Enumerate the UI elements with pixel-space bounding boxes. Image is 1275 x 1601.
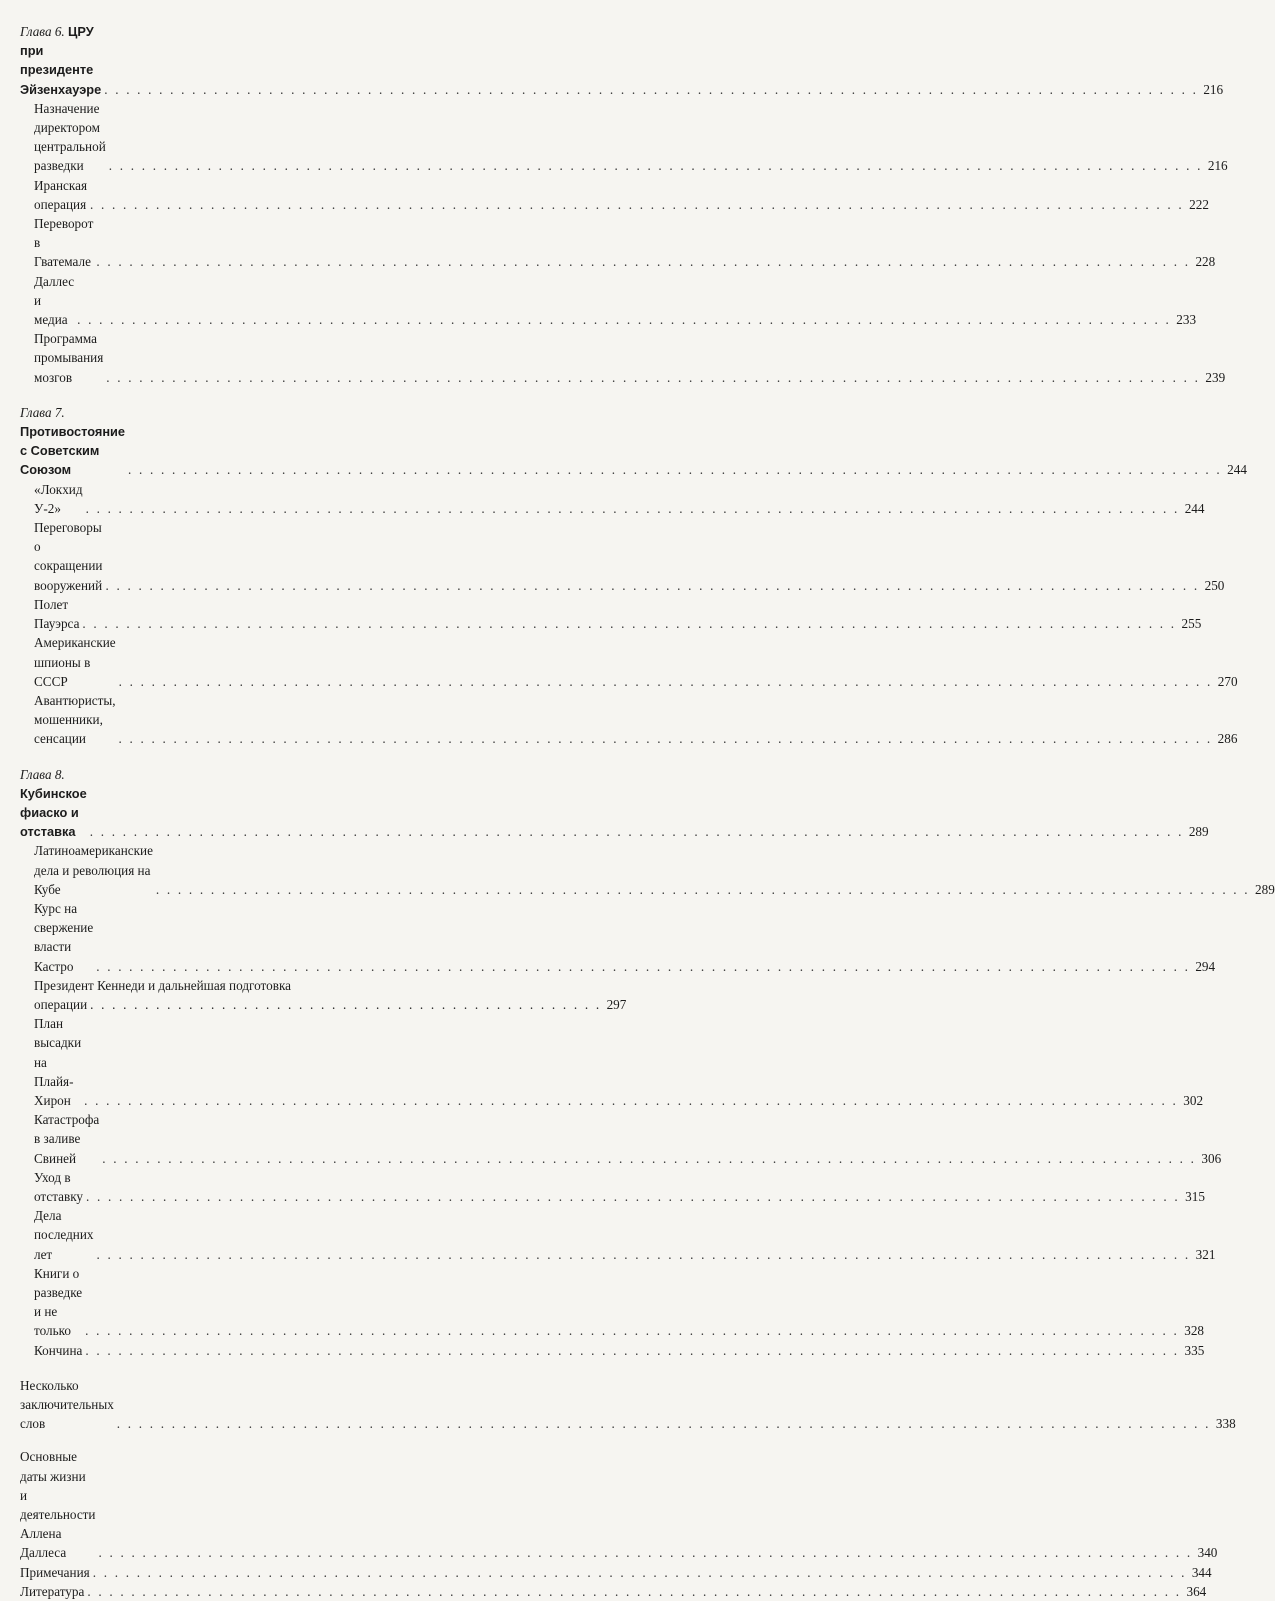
chapter-title: Противостояние с Советским Союзом [20, 424, 126, 478]
entry-title: Авантюристы, мошенники, сенсации [34, 692, 116, 747]
page-number: 328 [1184, 1323, 1205, 1339]
entry-title: Литература [20, 1583, 85, 1599]
chapter-6 [20, 22, 1228, 387]
entry-line2 [34, 995, 627, 1014]
entry-title: Катастрофа в заливе Свиней [34, 1112, 100, 1166]
page-number: 270 [1217, 673, 1238, 689]
entry-title: Переговоры о сокращении вооружений [34, 520, 103, 593]
leader-dots [90, 822, 1184, 841]
page-number: 294 [1195, 958, 1216, 974]
page-number: 340 [1197, 1545, 1218, 1561]
leader-dots [77, 310, 1171, 329]
entry-title: Программа промывания мозгов [34, 331, 104, 385]
entry-title: Основные даты жизни и деятельности Аллена Даллеса [20, 1449, 96, 1561]
page-number: 289 [1188, 824, 1209, 840]
entry-title: Полет Пауэрса [34, 596, 80, 632]
leader-dots [117, 1414, 1211, 1433]
toc-entry [20, 1264, 1205, 1341]
leader-dots [119, 729, 1213, 748]
leader-dots [87, 1582, 1181, 1601]
entry-title: План высадки на Плайя-Хирон [34, 1016, 82, 1108]
entry-title: Примечания [20, 1564, 90, 1580]
entry-title-line2: операции [34, 996, 88, 1012]
toc-entry-multiline [20, 976, 627, 1014]
page-number: 216 [1203, 81, 1224, 97]
chapter-7 [20, 403, 1247, 749]
chapter-label: Глава 6. [20, 24, 65, 39]
entry-title: Иранская операция [34, 177, 88, 212]
leader-dots [128, 460, 1222, 479]
chapter-label: Глава 8. [20, 766, 65, 782]
page-number: 239 [1205, 369, 1226, 385]
entry-title: Несколько заключительных слов [20, 1377, 114, 1432]
page-number: 228 [1195, 254, 1216, 270]
chapter-heading [20, 403, 1247, 480]
toc-entry [20, 176, 1209, 214]
toc-entry [20, 272, 1197, 330]
entry-title: Назначение директором центральной разведки [34, 100, 106, 174]
toc-entry [20, 1206, 1216, 1264]
entry-title: Кончина [34, 1342, 83, 1358]
chapter-heading [20, 765, 1209, 842]
table-of-contents [20, 22, 1275, 1601]
leader-dots [104, 80, 1198, 99]
page-number: 297 [606, 996, 627, 1012]
toc-entry [20, 1014, 1204, 1110]
page-number: 315 [1185, 1188, 1205, 1204]
page-number: 222 [1189, 196, 1209, 212]
leader-dots [105, 576, 1199, 595]
page-number: 289 [1255, 881, 1275, 897]
leader-dots [90, 995, 601, 1014]
leader-dots [85, 1321, 1179, 1340]
page-number: 306 [1201, 1150, 1222, 1166]
toc-entry [20, 518, 1225, 595]
entry-title: Переворот в Гватемале [34, 216, 94, 270]
leader-dots [99, 1543, 1193, 1562]
page-number: 233 [1176, 312, 1197, 328]
toc-entry [20, 1168, 1205, 1206]
leader-dots [109, 156, 1203, 175]
leader-dots [106, 368, 1200, 387]
toc-entry [20, 633, 1238, 691]
leader-dots [119, 672, 1213, 691]
chapter-8 [20, 765, 1275, 1360]
page-number: 244 [1184, 500, 1205, 516]
chapter-title: Кубинское фиаско и отставка [20, 785, 87, 840]
entry-title-line1: Президент Кеннеди и дальнейшая подготовка [34, 977, 292, 993]
leader-dots [85, 1341, 1179, 1360]
leader-dots [82, 614, 1176, 633]
leader-dots [97, 1245, 1191, 1264]
leader-dots [102, 1149, 1196, 1168]
page-number: 244 [1227, 462, 1247, 478]
toc-entry [20, 1563, 1212, 1582]
page-number: 302 [1183, 1092, 1204, 1108]
entry-title: Курс на свержение власти Кастро [34, 900, 94, 974]
leader-dots [86, 499, 1180, 518]
entry-title: Американские шпионы в СССР [34, 635, 116, 689]
toc-entry [20, 691, 1238, 749]
page-number: 344 [1191, 1564, 1212, 1580]
toc-entry [20, 841, 1275, 899]
page-number: 250 [1204, 577, 1225, 593]
page-number: 286 [1217, 731, 1238, 747]
chapter-heading [20, 22, 1224, 99]
page-number: 216 [1207, 158, 1228, 174]
leader-dots [93, 1563, 1187, 1582]
page-number: 338 [1215, 1416, 1236, 1432]
toc-entry [20, 480, 1205, 518]
toc-entry [20, 595, 1202, 633]
toc-entry [20, 899, 1216, 976]
toc-entry [20, 1341, 1205, 1360]
page-number: 364 [1186, 1583, 1207, 1599]
page-number: 321 [1195, 1246, 1216, 1262]
page-number: 335 [1184, 1342, 1205, 1358]
entry-title: Латиноамериканские дела и революция на Кубе [34, 843, 153, 897]
toc-entry [20, 1582, 1207, 1601]
toc-entry [20, 1447, 1218, 1562]
entry-title: Дела последних лет [34, 1208, 94, 1262]
leader-dots [90, 195, 1184, 214]
chapter-title: ЦРУ при президенте Эйзенхауэре [20, 24, 102, 97]
leader-dots [156, 880, 1250, 899]
leader-dots [96, 252, 1190, 271]
spacer [20, 1433, 386, 1447]
toc-entry [20, 99, 1228, 176]
entry-title: Книги о разведке и не только [34, 1265, 83, 1339]
chapter-label: Глава 7. [20, 404, 65, 420]
page-number: 255 [1181, 616, 1202, 632]
leader-dots [84, 1091, 1178, 1110]
toc-entry [20, 1376, 1236, 1434]
toc-entry [20, 329, 1226, 387]
leader-dots [96, 957, 1190, 976]
toc-entry [20, 1110, 1222, 1168]
entry-title: «Локхид У-2» [34, 481, 83, 516]
entry-title: Уход в отставку [34, 1169, 84, 1204]
toc-entry [20, 214, 1216, 272]
entry-title: Даллес и медиа [34, 273, 75, 328]
leader-dots [86, 1187, 1180, 1206]
